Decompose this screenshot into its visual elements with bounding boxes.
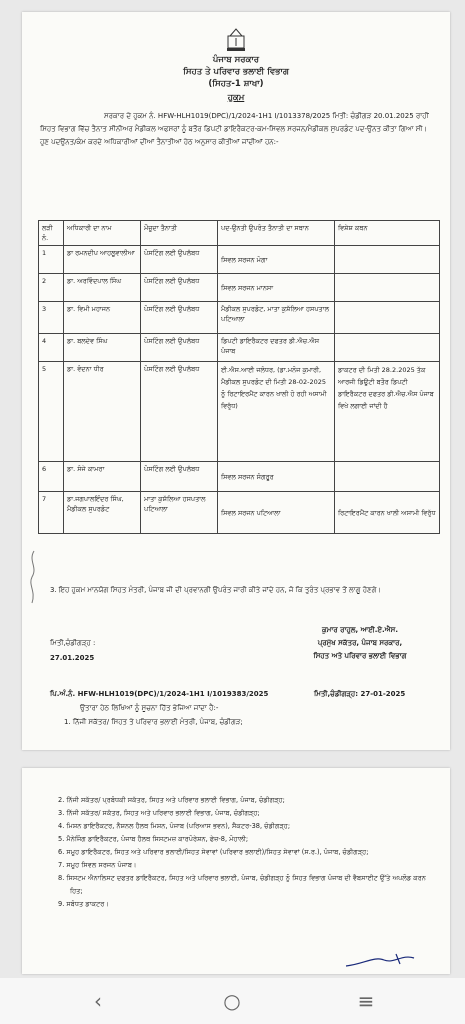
cell-sr: 6 xyxy=(39,462,64,492)
back-button[interactable] xyxy=(78,986,118,1016)
cell-current: ਪੋਸਟਿੰਗ ਲਈ ਉਪਲੱਬਧ xyxy=(141,274,218,302)
list-item: 6. ਸਮੂਹ ਡਾਇਰੈਕਟਰ, ਸਿਹਤ ਅਤੇ ਪਰਿਵਾਰ ਭਲਾਈ/ਸਿਹਤ ਸੇਵਾਵਾਂ (ਪਰਿਵਾਰ ਭਲਾਈ)/ਸਿਹਤ ਸੇਵਾਵਾਂ (ਸ.ਰ.), ਪੰਜਾਬ, ਚੰਡੀਗੜ੍ਹ; xyxy=(58,848,369,856)
cell-remark xyxy=(335,274,440,302)
signature-mark xyxy=(344,950,424,970)
table-row xyxy=(39,302,440,334)
handwritten-margin-note xyxy=(22,547,44,607)
cell-posting: ਸਿਵਲ ਸਰਜਨ ਸੰਗਰੂਰ xyxy=(218,462,335,492)
para-3: 3. ਇਹ ਹੁਕਮ ਮਾਨਯੋਗ ਸਿਹਤ ਮੰਤਰੀ, ਪੰਜਾਬ ਜੀ ਦੀ ਪ੍ਰਵਾਨਗੀ ਉਪਰੰਤ ਜਾਰੀ ਕੀਤੇ ਜਾਂਦੇ ਹਨ, ਜੋ ਕਿ ਤੁਰੰਤ ਪ੍ਰਭਾਵ ਤੋਂ ਲਾਗੂ ਹੋਣਗੇ। xyxy=(50,586,382,594)
intro-paragraph: ਸਰਕਾਰ ਦੇ ਹੁਕਮ ਨੰ. HFW-HLH1019(DPC)/1/2024-1H1 I/1013378/2025 ਮਿਤੀ: ਚੰਡੀਗੜ 20.01.2025 ਰਾਹੀਂ ਸਿਹਤ ਵਿਭਾਗ ਵਿੱਚ ਤੈਨਾਤ ਸੀਨੀਅਰ ਮੈਡੀਕਲ ਅਫਸਰਾਂ ਨੂੰ ਬਤੌਰ ਡਿਪਟੀ ਡਾਇਰੈਕਟਰ-ਕਮ-ਸਿਵਲ ਸਰਜਨ/ਮੈਡੀਕਲ ਸੁਪਰਡੰਟ ਪਦ-ਉਨਤ ਕੀਤਾ ਗਿਆ ਸੀ। ਹੁਣ ਪਦਉਨਤ/ਕੰਮ ਕਰਦੇ ਅਧਿਕਾਰੀਆਂ ਦੀਆਂ ਤੈਨਾਤੀਆਂ ਹੇਠ ਅਨੁਸਾਰ ਕੀਤੀਆਂ ਜਾਂਦੀਆਂ ਹਨ:- xyxy=(40,112,429,146)
col-header-current: ਮੌਜੂਦਾ ਤੈਨਾਤੀ xyxy=(141,221,218,246)
cell-posting: ਈ.ਐਸ.ਆਈ ਜਲੰਧਰ, (ਡਾ.ਮਨੋਜ ਕੁਮਾਰੀ, ਮੈਡੀਕਲ ਸੁਪਰਡੰਟ ਦੀ ਮਿਤੀ 28-02-2025 ਨੂੰ ਰਿਟਾਇਰਮੈਂਟ ਕਾਰਨ ਖਾਲੀ ਹੋ ਰਹੀ ਅਸਾਮੀ ਵਿਰੁੱਧ) xyxy=(218,362,335,462)
list-item: 5. ਮੈਨੇਜਿੰਗ ਡਾਇਰੈਕਟਰ, ਪੰਜਾਬ ਹੈਲਥ ਸਿਸਟਮਜ਼ ਕਾਰਪੋਰੇਸ਼ਨ, ਫੇਜ਼-8, ਮੋਹਾਲੀ; xyxy=(58,835,249,843)
cell-sr: 3 xyxy=(39,302,64,334)
endorsement-intro: ਉਤਾਰਾ ਹੇਠ ਲਿਖਿਆਂ ਨੂੰ ਸੂਚਨਾ ਹਿੱਤ ਭੇਜਿਆ ਜਾਂਦਾ ਹੈ:- xyxy=(80,704,219,712)
android-nav-bar xyxy=(0,978,465,1024)
table-header-row xyxy=(39,221,440,246)
cell-name: ਡਾ. ਵਿਮੀ ਮਹਾਜਨ xyxy=(64,302,141,334)
table-row xyxy=(39,334,440,362)
signature-block xyxy=(280,624,440,663)
place-label: ਮਿਤੀ,ਚੰਡੀਗੜ੍ਹ : xyxy=(50,639,96,647)
table-row xyxy=(39,362,440,462)
cell-posting: ਡਿਪਟੀ ਡਾਇਰੈਕਟਰ ਦਫਤਰ ਡੀ.ਐਚ.ਐਸ ਪੰਜਾਬ xyxy=(218,334,335,362)
cell-current: ਪੋਸਟਿੰਗ ਲਈ ਉਪਲੱਬਧ xyxy=(141,334,218,362)
cell-name: ਡਾ. ਅਰਵਿੰਦਪਾਲ ਸਿੰਘ xyxy=(64,274,141,302)
cell-sr: 4 xyxy=(39,334,64,362)
list-item: 9. ਸਬੰਧਤ ਡਾਕਟਰ। xyxy=(58,900,109,908)
cell-current: ਪੋਸਟਿੰਗ ਲਈ ਉਪਲੱਬਧ xyxy=(141,362,218,462)
list-item: 3. ਨਿੱਜੀ ਸਕੱਤਰ/ ਸਕੱਤਰ, ਸਿਹਤ ਅਤੇ ਪਰਿਵਾਰ ਭਲਾਈ ਵਿਭਾਗ, ਪੰਜਾਬ, ਚੰਡੀਗੜ੍ਹ; xyxy=(58,809,260,817)
cell-name: ਡਾ. ਬਲਦੇਵ ਸਿੰਘ xyxy=(64,334,141,362)
cell-remark xyxy=(335,462,440,492)
col-header-remark: ਵਿਸ਼ੇਸ਼ ਕਥਨ xyxy=(335,221,440,246)
cell-remark: ਡਾਕਟਰ ਦੀ ਮਿਤੀ 28.2.2025 ਤੱਕ ਆਰਜੀ ਡਿਊਟੀ ਬਤੌਰ ਡਿਪਟੀ ਡਾਇਰੈਕਟਰ ਦਫਤਰ ਡੀ.ਐਚ.ਐਸ ਪੰਜਾਬ ਵਿਖੇ ਲਗਾਈ ਜਾਂਦੀ ਹੈ xyxy=(335,362,440,462)
col-header-sr: ਲੜੀ ਨੰ. xyxy=(39,221,64,246)
order-title: ਹੁਕਮ xyxy=(227,93,245,103)
col-header-posting: ਪਦ-ਉਨਤੀ ਉਪਰੰਤ ਤੈਨਾਤੀ ਦਾ ਸਥਾਨ xyxy=(218,221,335,246)
col-header-name: ਅਧਿਕਾਰੀ ਦਾ ਨਾਮ xyxy=(64,221,141,246)
endorsement-list xyxy=(22,794,432,911)
recent-apps-button[interactable] xyxy=(346,986,386,1016)
endorsement-date: ਮਿਤੀ,ਚੰਡੀਗੜ੍ਹ: 27-01-2025 xyxy=(314,690,406,698)
cell-current: ਪੋਸਟਿੰਗ ਲਈ ਉਪਲੱਬਧ xyxy=(141,462,218,492)
punjab-emblem-icon xyxy=(225,26,247,52)
table-row xyxy=(39,274,440,302)
cell-sr: 7 xyxy=(39,492,64,534)
list-item: 7. ਸਮੂਹ ਸਿਵਲ ਸਰਜਨ ਪੰਜਾਬ। xyxy=(58,861,137,869)
cell-posting: ਸਿਵਲ ਸਰਜਨ ਮੋਗਾ xyxy=(218,246,335,274)
cell-posting: ਸਿਵਲ ਸਰਜਨ ਪਟਿਆਲਾ xyxy=(218,492,335,534)
home-button[interactable] xyxy=(212,986,252,1016)
cell-posting: ਸਿਵਲ ਸਰਜਨ ਮਾਨਸਾ xyxy=(218,274,335,302)
table-row xyxy=(39,462,440,492)
back-icon: ‹ xyxy=(94,989,102,1013)
home-icon: ○ xyxy=(223,989,241,1013)
cell-posting: ਮੈਡੀਕਲ ਸੁਪਰਡੰਟ, ਮਾਤਾ ਕੁਸ਼ੱਲਿਆ ਹਸਪਤਾਲ ਪਟਿਆਲਾ xyxy=(218,302,335,334)
cell-current: ਪੋਸਟਿੰਗ ਲਈ ਉਪਲੱਬਧ xyxy=(141,246,218,274)
list-item: 8. ਸਿਸਟਮ ਐਨਾਲਿਸਟ ਦਫਤਰ ਡਾਇਰੈਕਟਰ, ਸਿਹਤ ਅਤੇ ਪਰਿਵਾਰ ਭਲਾਈ, ਪੰਜਾਬ, ਚੰਡੀਗੜ੍ਹ ਨੂੰ ਸਿਹਤ ਵਿਭਾਗ ਪੰਜਾਬ ਦੀ ਵੈਬਸਾਈਟ ਉੱਤੇ ਅਪਲੋਡ ਕਰਨ ਹਿਤ; xyxy=(58,874,426,895)
signatory-dept: ਸਿਹਤ ਅਤੇ ਪਰਿਵਾਰ ਭਲਾਈ ਵਿਭਾਗ xyxy=(313,652,407,660)
order-date: 27.01.2025 xyxy=(50,654,95,662)
endorsement-item-1: 1. ਨਿੱਜੀ ਸਕੱਤਰ/ ਸਿਹਤ ਤੇ ਪਰਿਵਾਰ ਭਲਾਈ ਮੰਤਰੀ, ਪੰਜਾਬ, ਚੰਡੀਗੜ; xyxy=(64,718,243,726)
cell-remark xyxy=(335,302,440,334)
signatory-designation: ਪ੍ਰਮੁੱਖ ਸਕੱਤਰ, ਪੰਜਾਬ ਸਰਕਾਰ, xyxy=(317,639,403,647)
govt-name: ਪੰਜਾਬ ਸਰਕਾਰ xyxy=(212,55,260,65)
cell-sr: 5 xyxy=(39,362,64,462)
cell-remark xyxy=(335,246,440,274)
cell-name: ਡਾ.ਜਗਪਾਲਇੰਦਰ ਸਿੰਘ, ਮੈਡੀਕਲ ਸੁਪਰਡੰਟ xyxy=(64,492,141,534)
document-page-1 xyxy=(22,12,450,750)
cell-name: ਡਾ. ਵੰਦਨਾ ਧੀਰ xyxy=(64,362,141,462)
table-row xyxy=(39,492,440,534)
cell-remark xyxy=(335,334,440,362)
list-item: 2. ਨਿੱਜੀ ਸਕੱਤਰ/ ਪ੍ਰਬੰਧਕੀ ਸਕੱਤਰ, ਸਿਹਤ ਅਤੇ ਪਰਿਵਾਰ ਭਲਾਈ ਵਿਭਾਗ, ਪੰਜਾਬ, ਚੰਡੀਗੜ੍ਹ; xyxy=(58,796,285,804)
list-item: 4. ਮਿਸ਼ਨ ਡਾਇਰੈਕਟਰ, ਨੈਸ਼ਨਲ ਹੈਲਥ ਮਿਸ਼ਨ, ਪੰਜਾਬ (ਪਰਿਆਸ ਭਵਨ), ਸੈਕਟਰ-38, ਚੰਡੀਗੜ੍ਹ; xyxy=(58,822,291,830)
cell-sr: 1 xyxy=(39,246,64,274)
cell-current: ਪੋਸਟਿੰਗ ਲਈ ਉਪਲੱਬਧ xyxy=(141,302,218,334)
table-row xyxy=(39,246,440,274)
cell-current: ਮਾਤਾ ਕੁਸ਼ੱਲਿਆ ਹਸਪਤਾਲ ਪਟਿਆਲਾ xyxy=(141,492,218,534)
cell-remark: ਰਿਟਾਇਰਮੈਂਟ ਕਾਰਨ ਖਾਲੀ ਅਸਾਮੀ ਵਿਰੁੱਧ xyxy=(335,492,440,534)
menu-icon: ≡ xyxy=(357,989,375,1013)
signatory-name: ਕੁਮਾਰ ਰਾਹੁਲ, ਆਈ.ਏ.ਐਸ. xyxy=(321,626,399,634)
document-page-2 xyxy=(22,768,450,974)
cell-sr: 2 xyxy=(39,274,64,302)
posting-table xyxy=(38,220,440,534)
endorsement-ref: ਪਿ.ਅੰ.ਨੰ. HFW-HLH1019(DPC)/1/2024-1H1 I/1019383/2025 xyxy=(50,690,269,698)
cell-name: ਡਾ ਰਮਨਦੀਪ ਆਹਲੂਵਾਲੀਆ xyxy=(64,246,141,274)
dept-name: ਸਿਹਤ ਤੇ ਪਰਿਵਾਰ ਭਲਾਈ ਵਿਭਾਗ xyxy=(183,67,289,77)
cell-name: ਡਾ. ਸੰਜੇ ਕਾਮਰਾ xyxy=(64,462,141,492)
branch-name: (ਸਿਹਤ-1 ਸ਼ਾਖਾ) xyxy=(208,79,264,89)
